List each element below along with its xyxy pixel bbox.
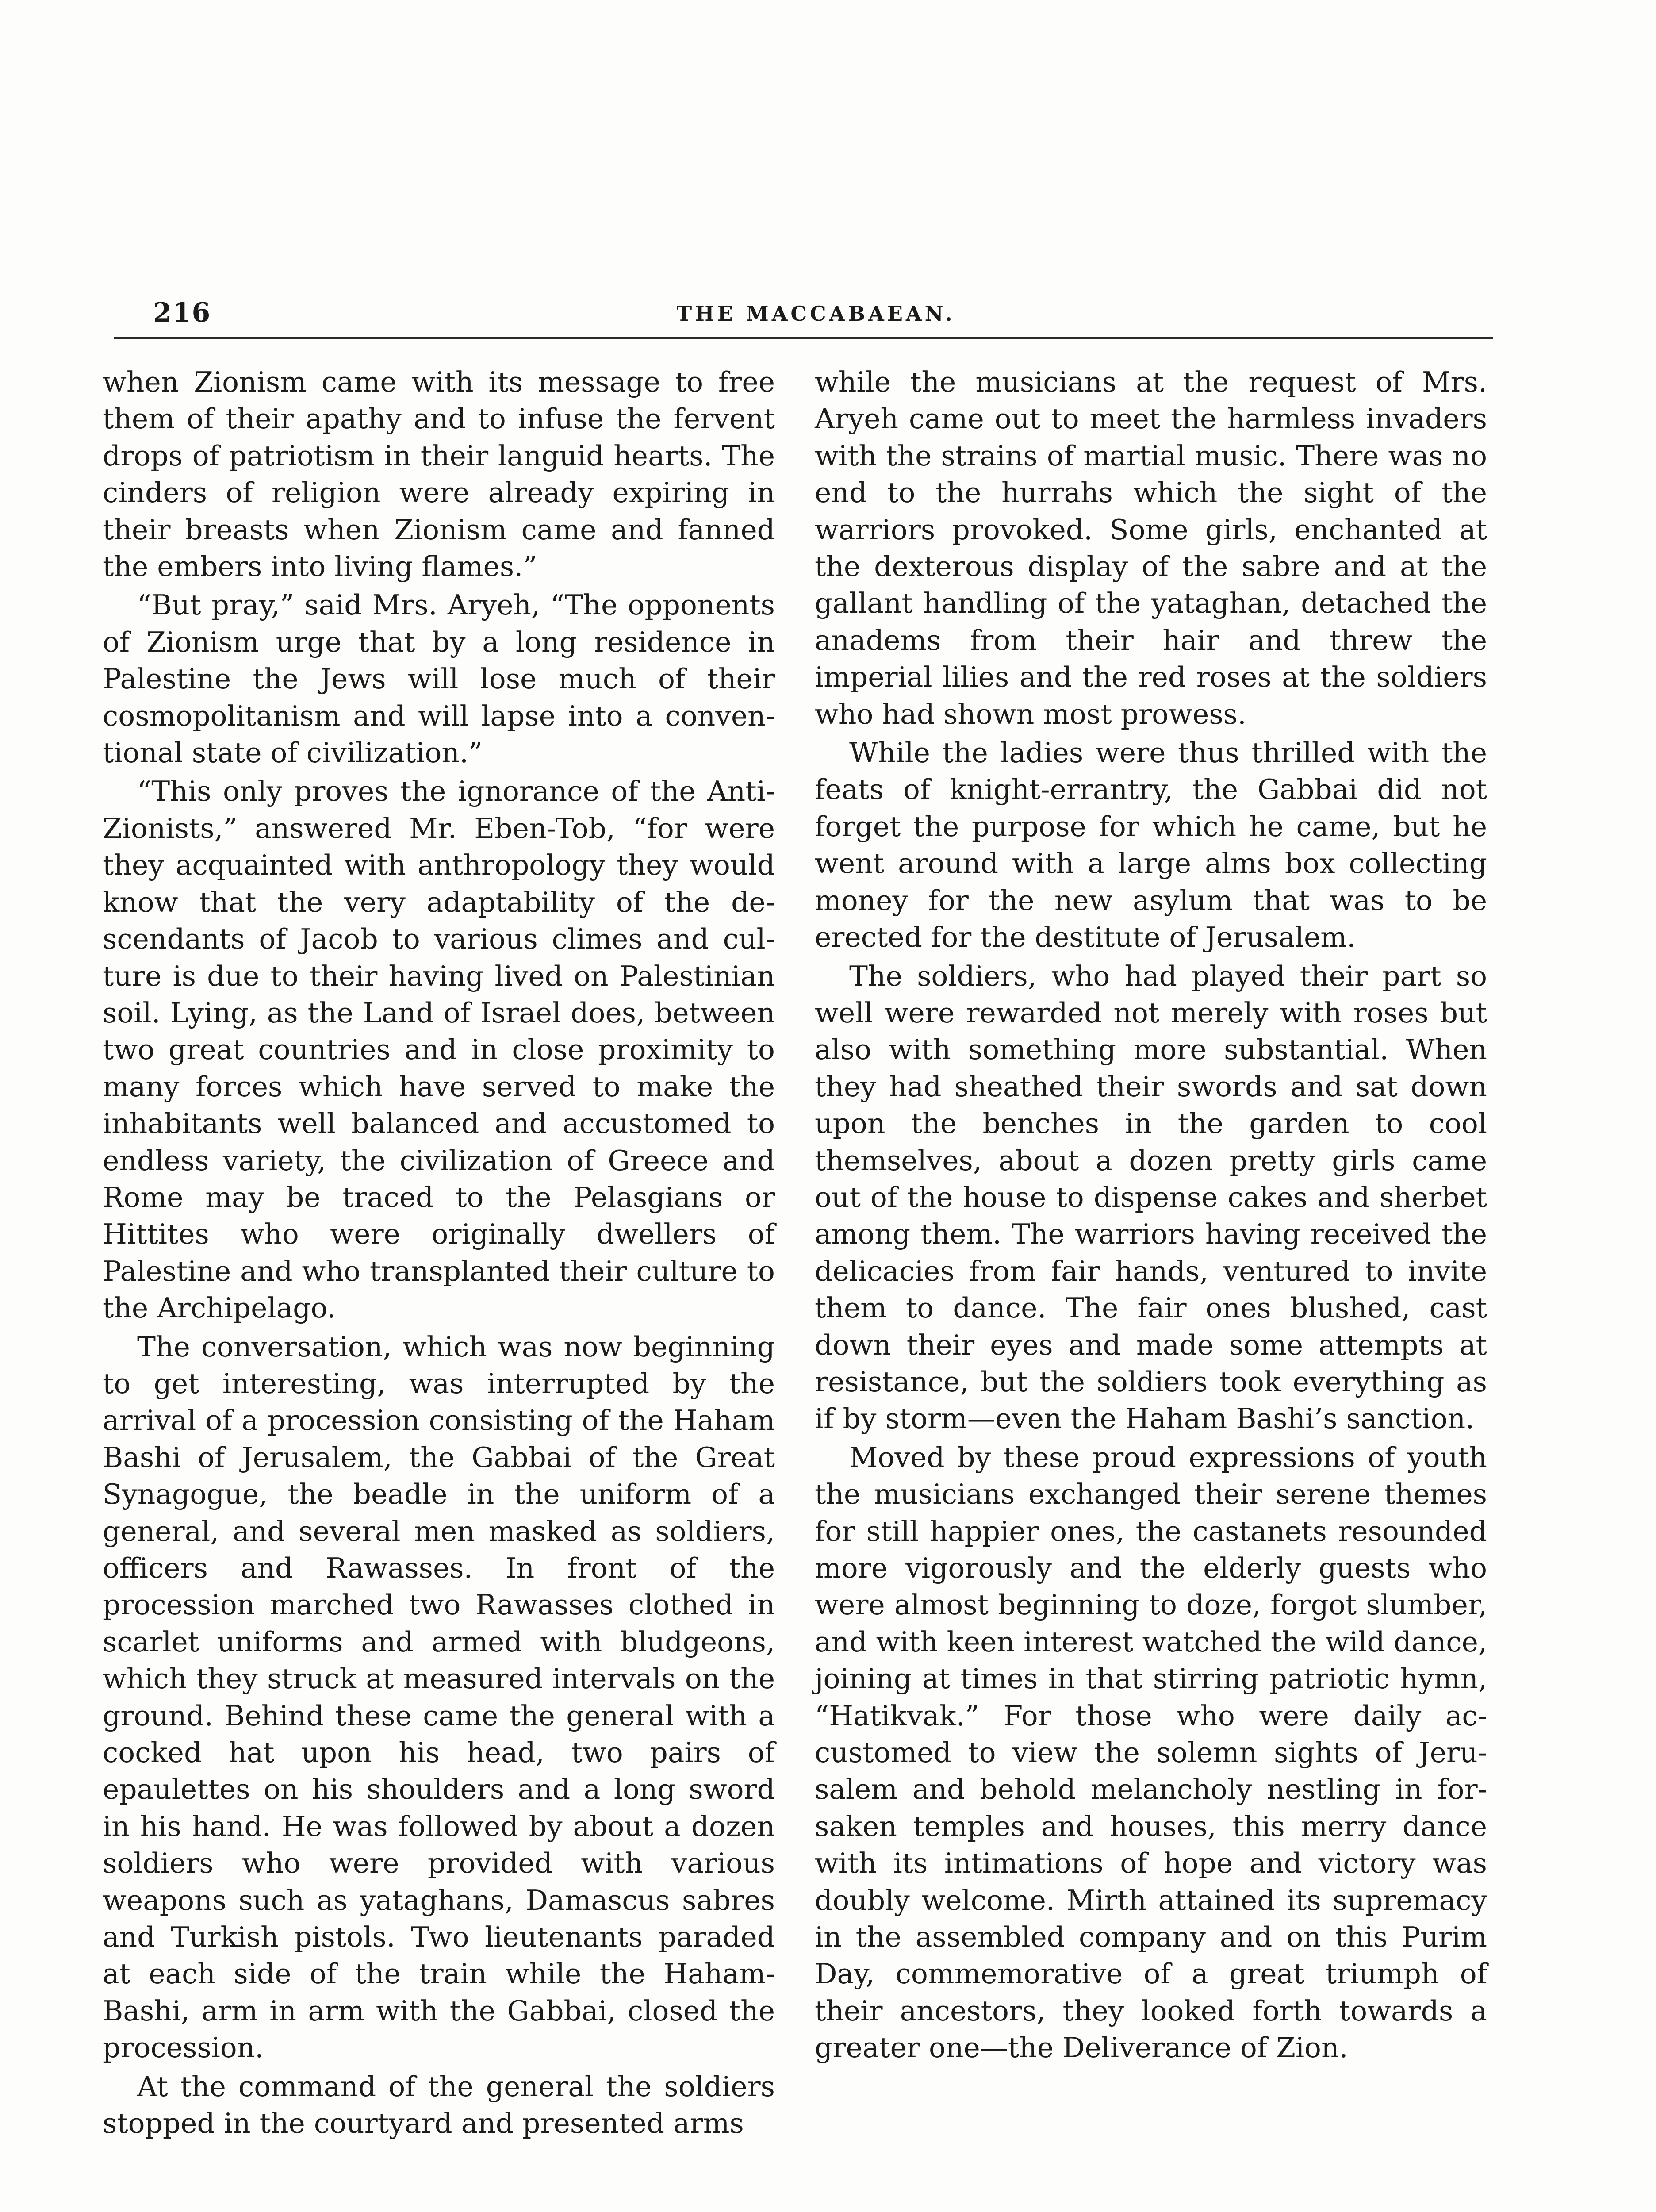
page-header	[114, 297, 1493, 333]
paragraph: While the ladies were thus thrilled with the feats of knight-errantry, the Gabbai did not forget the purpose for which he came, but he went around with a large alms box collecting money for the new asylum that was to be erected for the destitute of Jerusalem.	[815, 737, 1487, 954]
running-title: THE MACCABAEAN.	[677, 302, 955, 326]
paragraph: “This only proves the ignorance of the Anti-Zionists,” answered Mr. Eben-Tob, “for were they acquainted with anthropology they would know that the very adaptability of the descendants of Jacob to various climes and culture is due to their having lived on Palestinian soil. Lying, as the Land of Israel does, between two great countries and in close proximity to many forces which have served to make the inhabitants well balanced and accustomed to endless variety, the civilization of Greece and Rome may be traced to the Pelasgians or Hittites who were originally dwellers of Palestine and who transplanted their culture to the Archipelago.	[103, 775, 775, 1325]
right-column	[815, 364, 1487, 2068]
paragraph: “But pray,” said Mrs. Aryeh, “The opponents of Zionism urge that by a long residence in Palestine the Jews will lose much of their cosmopolitanism and will lapse into a conventional state of civilization.”	[103, 589, 775, 769]
page-number: 216	[153, 297, 211, 328]
paragraph: The soldiers, who had played their part so well were rewarded not merely with roses but also with something more substantial. When they had sheathed their swords and sat down upon the benches in the garden to cool themselves, about a dozen pretty girls came out of the house to dispense cakes and sherbet among them. The warriors having received the delicacies from fair hands, ventured to invite them to dance. The fair ones blushed, cast down their eyes and made some attempts at resistance, but the soldiers took everything as if by storm—even the Haham Bashi’s sanction.	[815, 960, 1487, 1435]
header-rule	[114, 337, 1493, 339]
paragraph: The conversation, which was now beginning to get interesting, was interrupted by the arrival of a procession consisting of the Haham Bashi of Jerusalem, the Gabbai of the Great Synagogue, the beadle in the uniform of a general, and several men masked as soldiers, officers and Rawasses. In front of the procession marched two Rawasses clothed in scarlet uniforms and armed with bludgeons, which they struck at measured intervals on the ground. Behind these came the general with a cocked hat upon his head, two pairs of epaulettes on his shoulders and a long sword in his hand. He was followed by about a dozen soldiers who were provided with various weapons such as yataghans, Damascus sabres and Turkish pistols. Two lieutenants paraded at each side of the train while the Haham-Bashi, arm in arm with the Gabbai, closed the procession.	[103, 1330, 775, 2064]
left-column	[103, 364, 775, 2144]
paragraph: Moved by these proud expressions of youth the musicians exchanged their serene themes for still happier ones, the castanets resounded more vigorously and the elderly guests who were almost beginning to doze, forgot slumber, and with keen interest watched the wild dance, joining at times in that stirring patriotic hymn, “Hatikvak.” For those who were daily accustomed to view the solemn sights of Jerusalem and behold melancholy nestling in forsaken temples and houses, this merry dance with its intimations of hope and victory was doubly welcome. Mirth attained its supremacy in the assembled company and on this Purim Day, commemorative of a great triumph of their ancestors, they looked forth towards a greater one—the Deliverance of Zion.	[815, 1441, 1487, 2064]
paragraph: when Zionism came with its message to free them of their apathy and to infuse the fervent drops of patriotism in their languid hearts. The cinders of religion were already expiring in their breasts when Zionism came and fanned the embers into living flames.”	[103, 366, 775, 583]
paragraph: At the command of the general the soldiers stopped in the courtyard and presented arms	[103, 2070, 775, 2140]
paragraph: while the musicians at the request of Mrs. Aryeh came out to meet the harmless invaders with the strains of martial music. There was no end to the hurrahs which the sight of the warriors provoked. Some girls, enchanted at the dexterous display of the sabre and at the gallant handling of the yataghan, detached the anadems from their hair and threw the imperial lilies and the red roses at the soldiers who had shown most prowess.	[815, 366, 1487, 730]
